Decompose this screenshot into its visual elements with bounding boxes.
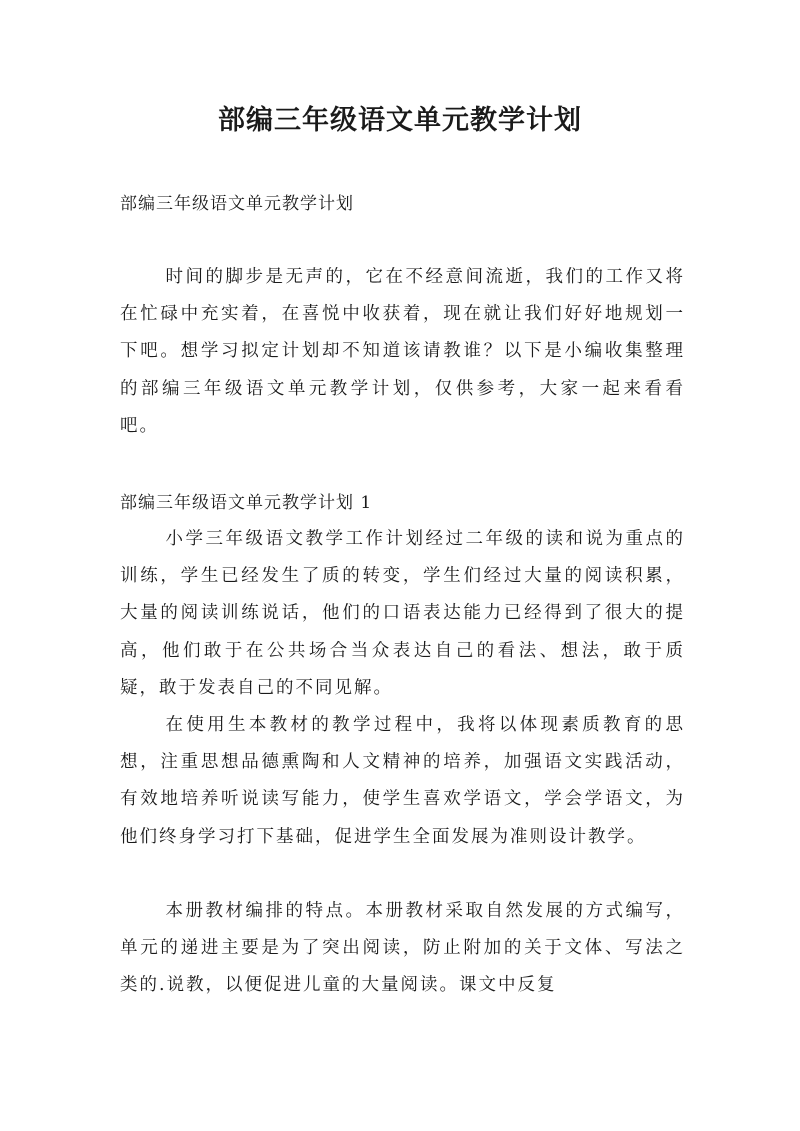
body-paragraph: 在使用生本教材的教学过程中，我将以体现素质教育的思想，注重思想品德熏陶和人文精神的培养，加强语文实践活动，有效地培养听说读写能力，使学生喜欢学语文，学会学语文，为他们终身学习打下基础，促进学生全面发展为准则设计教学。 [120, 715, 685, 847]
section-heading: 部编三年级语文单元教学计划 1 [120, 493, 373, 513]
body-paragraph: 小学三年级语文教学工作计划经过二年级的读和说为重点的训练，学生已经发生了质的转变，学生们经过大量的阅读积累，大量的阅读训练说话，他们的口语表达能力已经得到了很大的提高，他们敢于在公共场合当众表达自己的看法、想法，敢于质疑，敢于发表自己的不同见解。 [120, 529, 685, 698]
document-title: 部编三年级语文单元教学计划 [218, 105, 582, 136]
intro-paragraph: 时间的脚步是无声的，它在不经意间流逝，我们的工作又将在忙碌中充实着，在喜悦中收获着，现在就让我们好好地规划一下吧。想学习拟定计划却不知道该请教谁？以下是小编收集整理的部编三年级语文单元教学计划，仅供参考，大家一起来看看吧。 [120, 267, 685, 436]
document-subtitle: 部编三年级语文单元教学计划 [120, 194, 354, 214]
body-paragraph: 本册教材编排的特点。本册教材采取自然发展的方式编写，单元的递进主要是为了突出阅读，防止附加的关于文体、写法之类的.说教，以便促进儿童的大量阅读。课文中反复 [120, 901, 685, 996]
